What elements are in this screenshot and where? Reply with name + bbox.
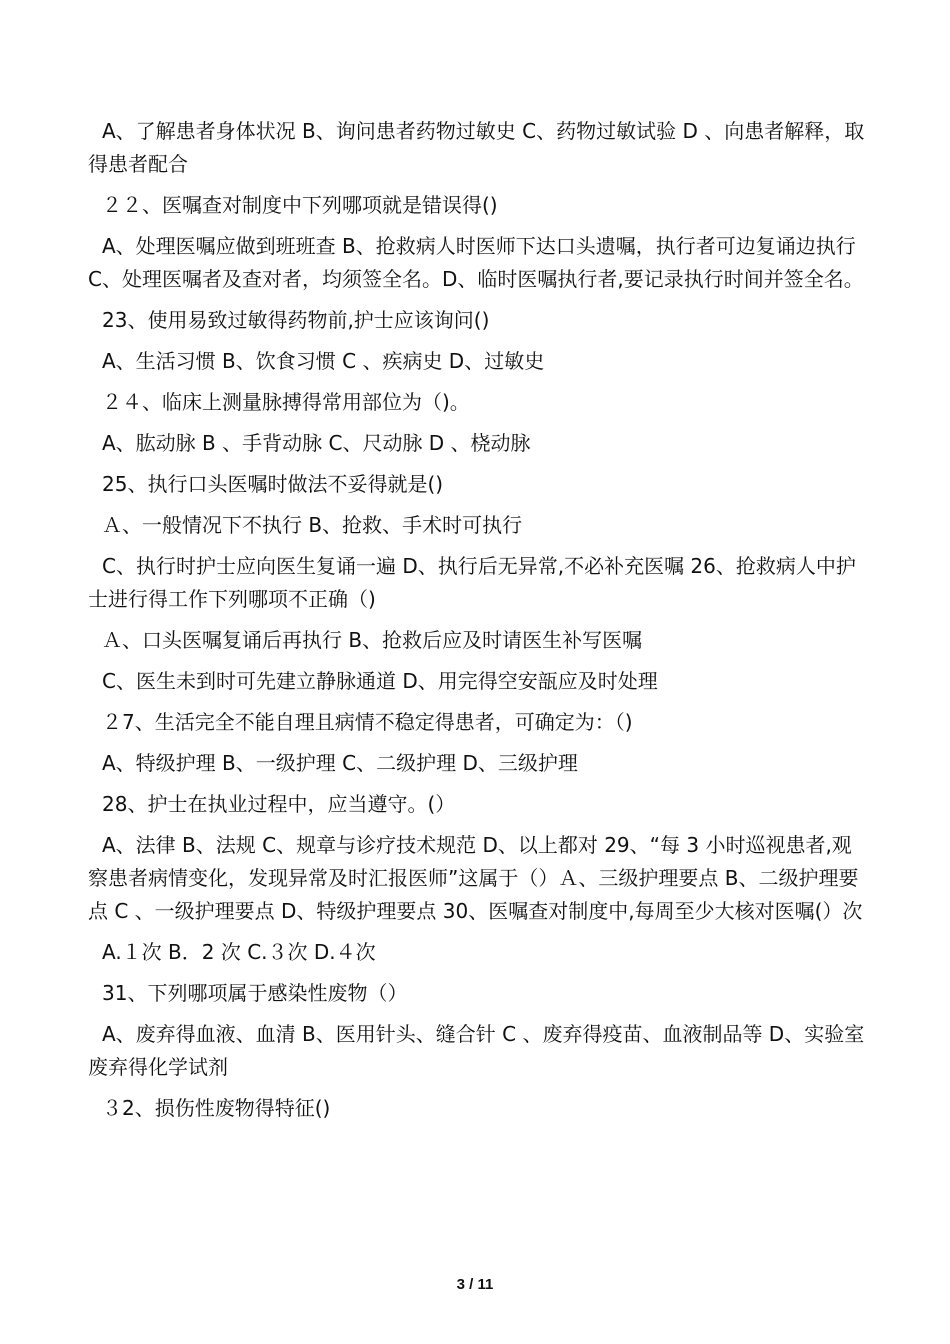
answer-options-25-cd-question-26: C、执行时护士应向医生复诵一遍 D、执行后无异常,不必补充医嘱 26、抢救病人中护士进行得工作下列哪项不正确（) [88, 554, 856, 611]
answer-options-21: A、了解患者身体状况 B、询问患者药物过敏史 C、药物过敏试验 D 、向患者解释，取得患者配合 [88, 119, 865, 176]
answer-options-27: A、特级护理 B、一级护理 C、二级护理 D、三级护理 [102, 751, 578, 775]
answer-options-31: A、废弃得血液、血清 B、医用针头、缝合针 C 、废弃得疫苗、血液制品等 D、实验室废弃得化学试剂 [88, 1022, 865, 1079]
answer-options-30: A.１次 B．2 次 C.３次 D.４次 [102, 940, 376, 964]
question-27: ２7、生活完全不能自理且病情不稳定得患者，可确定为：（) [102, 710, 633, 734]
answer-options-25-ab: Ａ、一般情况下不执行 B、抢救、手术时可执行 [102, 513, 523, 537]
question-23: 23、使用易致过敏得药物前,护士应该询问() [102, 308, 490, 332]
answer-options-23: A、生活习惯 B、饮食习惯 C 、疾病史 D、过敏史 [102, 349, 545, 373]
question-32: ３2、损伤性废物得特征() [102, 1096, 331, 1120]
document-body [88, 115, 868, 1133]
question-25: 25、执行口头医嘱时做法不妥得就是() [102, 472, 444, 496]
question-31: 31、下列哪项属于感染性废物（） [102, 981, 408, 1005]
page-number: 3 / 11 [456, 1276, 494, 1293]
answer-options-22: A、处理医嘱应做到班班查 B、抢救病人时医师下达口头遗嘱，执行者可边复诵边执行 C、处理医嘱者及查对者，均须签全名。D、临时医嘱执行者,要记录执行时间并签全名。 [88, 234, 864, 291]
answer-options-24: A、肱动脉 B 、手背动脉 C、尺动脉 D 、桡动脉 [102, 431, 531, 455]
answer-options-26-ab: Ａ、口头医嘱复诵后再执行 B、抢救后应及时请医生补写医嘱 [102, 628, 643, 652]
question-28: 28、护士在执业过程中，应当遵守。(） [102, 792, 456, 816]
question-24: ２４、临床上测量脉搏得常用部位为（)。 [102, 390, 470, 414]
answer-options-28-questions-29-30: A、法律 B、法规 C、规章与诊疗技术规范 D、以上都对 29、“每 3 小时巡视患者,观察患者病情变化，发现异常及时汇报医师”这属于（）Ａ、三级护理要点 B、二级护理要点 C 、一级护理要点 D、特级护理要点 30、医嘱查对制度中,每周至少大核对医嘱(）次 [88, 833, 863, 923]
answer-options-26-cd: C、医生未到时可先建立静脉通道 D、用完得空安瓿应及时处理 [102, 669, 658, 693]
question-22: ２２、医嘱查对制度中下列哪项就是错误得() [102, 193, 498, 217]
